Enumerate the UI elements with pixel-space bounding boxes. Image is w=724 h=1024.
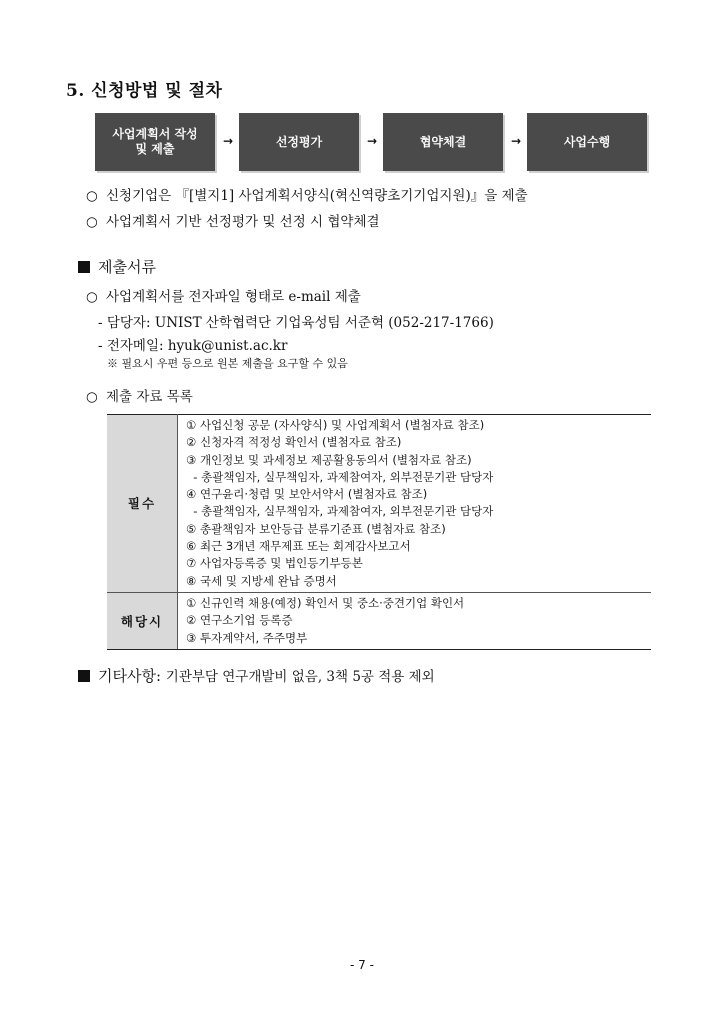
submission-heading [78,256,156,277]
flow-step-agreement [383,113,503,171]
list-item: ⑥ 최근 3개년 재무제표 또는 회계감사보고서 [186,539,411,554]
flow-step-label: 사업계획서 작성 및 제출 [112,127,198,156]
submission-intro [86,285,361,305]
other-notes-text: 기관부담 연구개발비 없음, 3책 5공 적용 제외 [165,669,435,685]
flow-step-label: 선정평가 [275,134,323,149]
arrow-icon: → [366,134,378,148]
page-number: - 7 - [350,958,374,972]
contact-person: - 담당자: UNIST 산학협력단 기업육성팀 서준혁 (052-217-1766) [98,315,494,331]
flow-step-label: 사업수행 [563,134,611,149]
list-item: ② 신청자격 적정성 확인서 (별첨자료 참조) [186,435,402,450]
arrow-icon: → [510,134,522,148]
list-item: ① 신규인력 채용(예정) 확인서 및 중소·중견기업 확인서 [186,595,465,610]
arrow-icon: → [222,134,234,148]
document-list-title-text: 제출 자료 목록 [106,389,193,405]
other-notes-label: 기타사항: [98,667,162,685]
list-item: - 총괄책임자, 실무책임자, 과제참여자, 외부전문기관 담당자 [186,504,494,519]
procedure-item [86,184,528,204]
list-item: ⑦ 사업자등록증 및 법인등기부등본 [186,556,363,571]
other-notes [78,665,435,686]
circle-bullet-icon: ○ [86,389,98,405]
circle-bullet-icon: ○ [86,214,98,230]
list-item: ⑧ 국세 및 지방세 완납 증명서 [186,573,337,588]
flow-step-label: 협약체결 [419,134,467,149]
list-item: ③ 개인정보 및 과세정보 제공활용동의서 (별첨자료 참조) [186,452,472,467]
submission-note: ※ 필요시 우편 등으로 원본 제출을 요구할 수 있음 [107,357,348,370]
table-row-conditional [107,592,651,649]
submission-heading-text: 제출서류 [98,258,156,276]
flow-step-execution [527,113,647,171]
list-item: ③ 투자계약서, 주주명부 [186,630,308,645]
flow-step-evaluation [239,113,359,171]
list-item: ② 연구소기업 등록증 [186,613,293,628]
document-list-title [86,385,193,405]
submission-intro-text: 사업계획서를 전자파일 형태로 e-mail 제출 [106,289,361,305]
list-item: ⑤ 총괄책임자 보안등급 분류기준표 (별첨자료 참조) [186,521,446,536]
document-table [107,414,651,650]
procedure-text: 사업계획서 기반 선정평가 및 선정 시 협약체결 [106,214,380,230]
conditional-label: 해당시 [107,592,178,649]
flow-step-apply [95,113,215,171]
circle-bullet-icon: ○ [86,188,98,204]
procedure-text: 신청기업은 『[별지1] 사업계획서양식(혁신역량초기기업지원)』을 제출 [106,188,528,204]
required-items [178,415,652,593]
required-label: 필수 [107,415,178,593]
circle-bullet-icon: ○ [86,289,98,305]
conditional-items [178,592,652,649]
square-bullet-icon [78,670,90,682]
process-flow [95,113,645,171]
section-title: 5. 신청방법 및 절차 [66,81,223,101]
square-bullet-icon [78,261,90,273]
list-item: ④ 연구윤리·청렴 및 보안서약서 (별첨자료 참조) [186,487,428,502]
contact-email: - 전자메일: hyuk@unist.ac.kr [98,338,288,354]
list-item: - 총괄책임자, 실무책임자, 과제참여자, 외부전문기관 담당자 [186,469,494,484]
procedure-item [86,210,380,230]
list-item: ① 사업신청 공문 (자사양식) 및 사업계획서 (별첨자료 참조) [186,418,485,432]
table-row-required [107,415,651,593]
